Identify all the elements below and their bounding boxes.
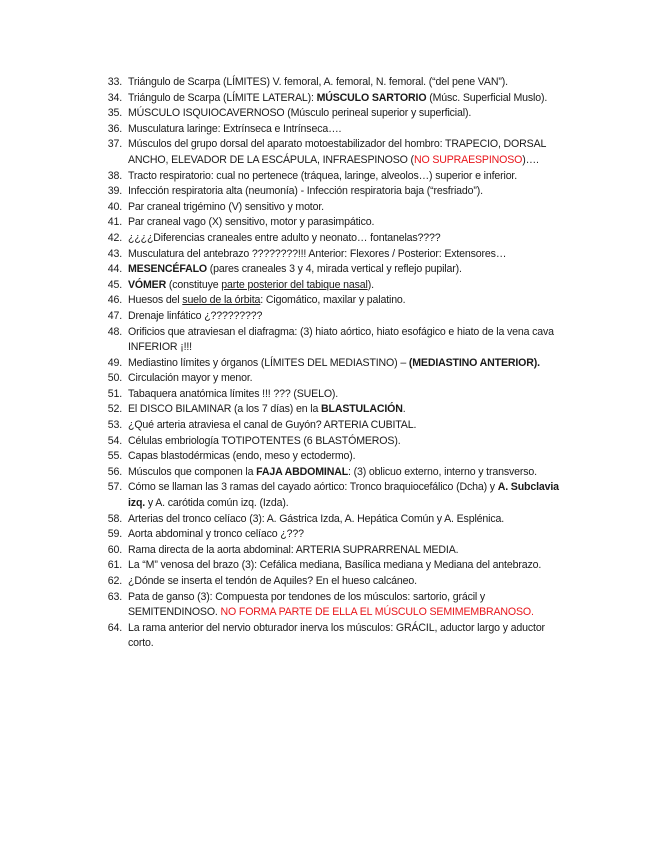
item-text bbox=[128, 418, 568, 434]
list-item bbox=[0, 262, 655, 278]
item-number: 36. bbox=[107, 122, 122, 135]
item-text bbox=[128, 106, 568, 122]
list-item bbox=[0, 480, 655, 511]
list-item bbox=[0, 215, 655, 231]
list-item bbox=[0, 434, 655, 450]
item-number: 46. bbox=[107, 294, 122, 307]
list-item bbox=[0, 543, 655, 559]
text-run: Capas blastodérmicas (endo, meso y ectodermo). bbox=[128, 450, 356, 463]
text-run: Orificios que atraviesan el diafragma: (3) hiato aórtico, hiato esofágico e hiato de la vena cava INFERIOR ¡!!! bbox=[128, 325, 554, 354]
list-item bbox=[0, 356, 655, 372]
item-text bbox=[128, 356, 568, 372]
highlighted-text: NO FORMA PARTE DE ELLA EL MÚSCULO SEMIMEMBRANOSO. bbox=[220, 606, 534, 619]
item-number: 56. bbox=[107, 465, 122, 478]
text-run: Tabaquera anatómica límites !!! ??? (SUELO). bbox=[128, 387, 339, 400]
text-run: y A. carótida común izq. (Izda). bbox=[145, 497, 289, 510]
list-item bbox=[0, 293, 655, 309]
underlined-text: suelo de la órbita bbox=[182, 294, 261, 307]
item-text bbox=[128, 215, 568, 231]
bold-text: (MEDIASTINO ANTERIOR). bbox=[408, 356, 540, 369]
item-number: 53. bbox=[107, 419, 122, 432]
item-number: 43. bbox=[107, 247, 122, 260]
list-item bbox=[0, 137, 655, 168]
item-number: 34. bbox=[107, 91, 122, 104]
item-number: 54. bbox=[107, 434, 122, 447]
text-run: Triángulo de Scarpa (LÍMITES) V. femoral, A. femoral, N. femoral. (“del pene VAN”). bbox=[128, 76, 508, 88]
highlighted-text: NO SUPRAESPINOSO bbox=[413, 153, 523, 166]
item-number: 59. bbox=[107, 528, 122, 541]
text-run: ¿Dónde se inserta el tendón de Aquiles? En el hueso calcáneo. bbox=[128, 575, 417, 587]
item-number: 57. bbox=[107, 481, 122, 494]
text-run: Cómo se llaman las 3 ramas del cayado aórtico: Tronco braquiocefálico (Dcha) y bbox=[128, 481, 498, 494]
text-run: . bbox=[402, 403, 406, 416]
item-text bbox=[128, 231, 568, 247]
item-number: 41. bbox=[107, 216, 122, 229]
item-number: 55. bbox=[107, 450, 122, 463]
bold-text: MESENCÉFALO bbox=[128, 263, 207, 276]
item-number: 63. bbox=[107, 590, 122, 603]
list-item bbox=[0, 558, 655, 574]
text-run: Arterias del tronco celíaco (3): A. Gástrica Izda, A. Hepática Común y A. Esplénica. bbox=[128, 512, 505, 525]
text-run: Músculos que componen la bbox=[128, 465, 257, 478]
item-number: 44. bbox=[107, 263, 122, 276]
underlined-text: parte posterior del tabique nasal bbox=[221, 278, 368, 291]
item-text bbox=[128, 434, 568, 450]
item-text bbox=[128, 543, 568, 559]
list-item bbox=[0, 449, 655, 465]
item-text bbox=[128, 309, 568, 325]
text-run: Rama directa de la aorta abdominal: ARTERIA SUPRARRENAL MEDIA. bbox=[128, 543, 459, 556]
list-item bbox=[0, 527, 655, 543]
list-item bbox=[0, 512, 655, 528]
list-item bbox=[0, 247, 655, 263]
list-item bbox=[0, 75, 655, 91]
item-number: 60. bbox=[107, 543, 122, 556]
text-run: Circulación mayor y menor. bbox=[128, 372, 253, 385]
item-text bbox=[128, 91, 568, 107]
text-run: : Cigomático, maxilar y palatino. bbox=[260, 294, 406, 307]
text-run: (pares craneales 3 y 4, mirada vertical y reflejo pupilar). bbox=[207, 263, 462, 276]
list-item bbox=[0, 574, 655, 590]
text-run: : (3) oblicuo externo, interno y transverso. bbox=[348, 465, 537, 478]
item-text bbox=[128, 402, 568, 418]
list-item bbox=[0, 325, 655, 356]
list-item bbox=[0, 371, 655, 387]
text-run: Triángulo de Scarpa (LÍMITE LATERAL): bbox=[128, 91, 317, 104]
item-text bbox=[128, 621, 568, 652]
item-text bbox=[128, 449, 568, 465]
item-text bbox=[128, 122, 568, 138]
text-run: La rama anterior del nervio obturador inerva los músculos: GRÁCIL, aductor largo y aductor corto. bbox=[128, 621, 545, 650]
text-run: Aorta abdominal y tronco celíaco ¿??? bbox=[128, 528, 304, 541]
text-run: MÚSCULO ISQUIOCAVERNOSO (Músculo perineal superior y superficial). bbox=[128, 107, 472, 120]
text-run: ¿Qué arteria atraviesa el canal de Guyón? ARTERIA CUBITAL. bbox=[128, 419, 417, 432]
text-run: Huesos del bbox=[128, 294, 183, 307]
list-item bbox=[0, 590, 655, 621]
item-text bbox=[128, 371, 568, 387]
list-item bbox=[0, 418, 655, 434]
item-number: 39. bbox=[107, 185, 122, 198]
item-text bbox=[128, 184, 568, 200]
text-run: Par craneal trigémino (V) sensitivo y motor. bbox=[128, 200, 324, 213]
item-number: 64. bbox=[107, 621, 122, 634]
list-item bbox=[0, 387, 655, 403]
item-number: 35. bbox=[107, 107, 122, 120]
text-run: ). bbox=[367, 278, 374, 291]
text-run: Músculos del grupo dorsal del aparato motoestabilizador del hombro: TRAPECIO, DORSAL ANCHO, ELEVADOR DE LA ESCÁPULA, INFRAESPINOSO ( bbox=[128, 138, 546, 166]
bold-text: MÚSCULO SARTORIO bbox=[316, 91, 427, 104]
text-run: (constituye bbox=[166, 278, 222, 291]
item-text bbox=[128, 465, 568, 481]
item-number: 52. bbox=[107, 403, 122, 416]
item-text bbox=[128, 558, 568, 574]
list-item bbox=[0, 278, 655, 294]
list-item bbox=[0, 91, 655, 107]
list-item bbox=[0, 169, 655, 185]
item-number: 50. bbox=[107, 372, 122, 385]
item-number: 40. bbox=[107, 200, 122, 213]
bold-text: BLASTULACIÓN bbox=[321, 403, 403, 416]
text-run: La “M” venosa del brazo (3): Cefálica mediana, Basílica mediana y Mediana del antebrazo. bbox=[128, 559, 542, 572]
bold-text: VÓMER bbox=[128, 278, 167, 291]
item-text bbox=[128, 278, 568, 294]
item-text bbox=[128, 527, 568, 543]
item-text bbox=[128, 574, 568, 590]
text-run: Tracto respiratorio: cual no pertenece (tráquea, laringe, alveolos…) superior e inferior. bbox=[128, 169, 518, 182]
item-text bbox=[128, 293, 568, 309]
list-item bbox=[0, 465, 655, 481]
text-run: )…. bbox=[522, 153, 539, 166]
list-item bbox=[0, 402, 655, 418]
list-item bbox=[0, 309, 655, 325]
text-run: El DISCO BILAMINAR (a los 7 días) en la bbox=[128, 403, 321, 416]
item-number: 45. bbox=[107, 278, 122, 291]
item-text bbox=[128, 137, 568, 168]
item-number: 47. bbox=[107, 309, 122, 322]
list-item bbox=[0, 122, 655, 138]
item-text bbox=[128, 262, 568, 278]
bold-text: A. Subclavia izq. bbox=[128, 481, 559, 510]
text-run: Musculatura laringe: Extrínseca e Intrínseca…. bbox=[128, 122, 342, 135]
item-number: 33. bbox=[107, 76, 122, 88]
item-number: 48. bbox=[107, 325, 122, 338]
text-run: Musculatura del antebrazo ????????!!! Anterior: Flexores / Posterior: Extensores… bbox=[128, 247, 507, 260]
text-run: ¿¿¿¿Diferencias craneales entre adulto y neonato… fontanelas???? bbox=[128, 231, 441, 244]
text-run: Drenaje linfático ¿????????? bbox=[128, 309, 263, 322]
item-text bbox=[128, 200, 568, 216]
item-text bbox=[128, 325, 568, 356]
text-run: Infección respiratoria alta (neumonía) - Infección respiratoria baja (“resfriado”). bbox=[128, 185, 483, 198]
item-text bbox=[128, 169, 568, 185]
item-text bbox=[128, 480, 568, 511]
item-text bbox=[128, 590, 568, 621]
list-item bbox=[0, 106, 655, 122]
list-item bbox=[0, 200, 655, 216]
item-number: 51. bbox=[107, 387, 122, 400]
item-text bbox=[128, 387, 568, 403]
item-number: 58. bbox=[107, 512, 122, 525]
item-text bbox=[128, 247, 568, 263]
item-text bbox=[128, 75, 568, 91]
item-text bbox=[128, 512, 568, 528]
item-number: 37. bbox=[107, 138, 122, 151]
item-number: 62. bbox=[107, 575, 122, 587]
item-number: 42. bbox=[107, 231, 122, 244]
item-number: 38. bbox=[107, 169, 122, 182]
list-item bbox=[0, 231, 655, 247]
text-run: (Músc. Superficial Muslo). bbox=[426, 91, 548, 104]
item-number: 61. bbox=[107, 559, 122, 572]
list-item bbox=[0, 184, 655, 200]
text-run: Pata de ganso (3): Compuesta por tendones de los músculos: sartorio, grácil y SEMITENDINOSO. bbox=[128, 590, 486, 619]
text-run: Células embriología TOTIPOTENTES (6 BLASTÓMEROS). bbox=[128, 434, 401, 447]
bold-text: FAJA ABDOMINAL bbox=[256, 465, 349, 478]
item-number: 49. bbox=[107, 356, 122, 369]
numbered-list bbox=[0, 75, 655, 652]
list-item bbox=[0, 621, 655, 652]
text-run: Mediastino límites y órganos (LÍMITES DEL MEDIASTINO) – bbox=[128, 356, 409, 369]
text-run: Par craneal vago (X) sensitivo, motor y parasimpático. bbox=[128, 216, 375, 229]
